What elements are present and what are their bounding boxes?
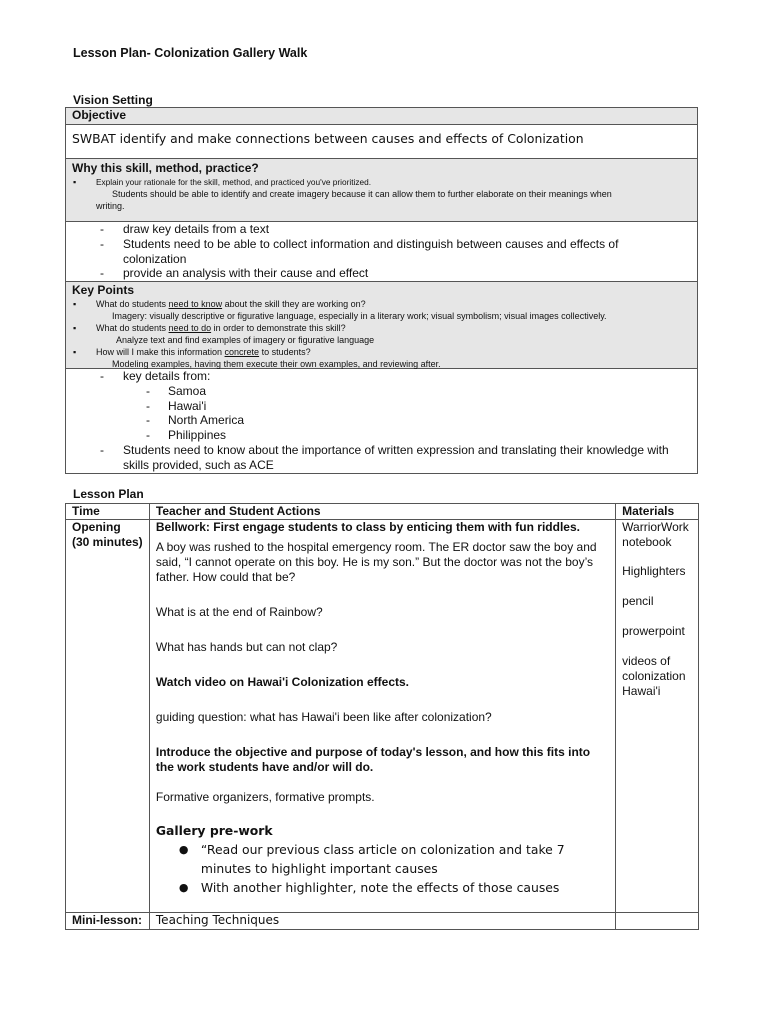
why-item: - provide an analysis with their cause and effect: [100, 266, 369, 281]
minilesson-materials-cell: [616, 913, 699, 930]
opening-actions-cell: [149, 520, 615, 913]
opening-time-cell: [66, 520, 150, 913]
header-actions: Teacher and Student Actions: [149, 504, 615, 520]
place-item: - Samoa: [146, 383, 207, 398]
key-answer-1: Imagery: visually descriptive or figurative language, especially in a literary work; visual symbolism; visual images collectively.: [112, 311, 607, 321]
place-item: - Philippines: [146, 428, 227, 443]
place-item: - North America: [146, 413, 245, 428]
introduce-objective: Introduce the objective and purpose of today's lesson, and how this fits into the work students have and/or will do.: [155, 745, 591, 774]
why-item: - Students need to be able to collect information and distinguish between causes and effects of: [100, 236, 619, 251]
minilesson-row: [66, 913, 699, 930]
material-powerpoint: prowerpoint: [622, 624, 685, 638]
bullet-icon: ▪: [73, 299, 77, 309]
gallery-item: ● “Read our previous class article on colonization and take 7 minutes to highlight important causes: [178, 842, 565, 876]
minilesson-time-cell: Mini-lesson:: [66, 913, 150, 930]
vision-setting-label: Vision Setting: [73, 93, 153, 107]
lesson-plan-label: Lesson Plan: [73, 487, 144, 501]
opening-label: Opening: [72, 520, 121, 534]
key-item: - key details from:: [100, 369, 211, 383]
gallery-item: ● With another highlighter, note the effects of those causes: [178, 880, 560, 895]
why-answer-line-2: writing.: [96, 201, 125, 211]
key-question-3: ▪ How will I make this information concrete to students?: [73, 347, 311, 357]
key-items: [66, 369, 697, 473]
video-instruction: Watch video on Hawai'i Colonization effects.: [155, 675, 409, 689]
minilesson-actions-cell: Teaching Techniques: [149, 913, 615, 930]
why-item: - draw key details from a text: [100, 222, 270, 236]
material-notebook: WarriorWork notebook: [622, 520, 689, 549]
formative-prompts: Formative organizers, formative prompts.: [155, 790, 375, 804]
why-prompt: ▪ Explain your rationale for the skill, method, and practiced you've prioritized.: [73, 177, 372, 187]
bellwork: Bellwork: First engage students to class by enticing them with fun riddles.: [155, 520, 580, 534]
key-points-section: [66, 282, 697, 369]
bullet-icon: ●: [178, 881, 189, 894]
key-points-header: Key Points: [72, 283, 135, 297]
why-header: Why this skill, method, practice?: [72, 161, 259, 175]
bullet-icon: ▪: [73, 177, 77, 187]
riddle-2: What is at the end of Rainbow?: [155, 605, 323, 619]
opening-materials-cell: [616, 520, 699, 913]
why-items: [66, 222, 697, 282]
header-time: Time: [66, 504, 150, 520]
riddle-3: What has hands but can not clap?: [155, 640, 338, 654]
material-highlighters: Highlighters: [622, 564, 686, 578]
header-materials: Materials: [616, 504, 699, 520]
objective-header: Objective: [66, 108, 697, 125]
place-item: - Hawai'i: [146, 398, 207, 413]
key-question-2: ▪ What do students need to do in order to demonstrate this skill?: [73, 323, 346, 333]
why-section: [66, 159, 697, 222]
material-videos: videos of colonization Hawai'i: [622, 654, 686, 698]
key-item-continued: skills provided, such as ACE: [123, 457, 274, 472]
vision-table: [65, 107, 698, 474]
riddle-1: A boy was rushed to the hospital emergency room. The ER doctor saw the boy and said, “I cannot operate on this boy. He is my son.” But the doctor was not the boy’s father. How could that be?: [155, 540, 597, 584]
why-item-continued: colonization: [123, 251, 187, 266]
opening-row: [66, 520, 699, 913]
lesson-plan-table: [65, 503, 699, 930]
material-pencil: pencil: [622, 594, 654, 608]
objective-text: SWBAT identify and make connections between causes and effects of Colonization: [66, 125, 697, 159]
guiding-question: guiding question: what has Hawai'i been like after colonization?: [155, 710, 492, 724]
bullet-icon: ▪: [73, 323, 77, 333]
bullet-icon: ▪: [73, 347, 77, 357]
key-question-1: ▪ What do students need to know about the skill they are working on?: [73, 299, 366, 309]
key-item: - Students need to know about the importance of written expression and translating their knowledge with: [100, 442, 669, 457]
gallery-prework-heading: Gallery pre-work: [155, 823, 273, 838]
lesson-header-row: [66, 504, 699, 520]
page-title: Lesson Plan- Colonization Gallery Walk: [73, 46, 308, 60]
why-answer-line-1: Students should be able to identify and create imagery because it can allow them to further elaborate on their meanings when: [112, 189, 612, 199]
key-answer-3: Modeling examples, having them execute their own examples, and reviewing after.: [112, 359, 441, 369]
key-answer-2: Analyze text and find examples of imagery or figurative language: [116, 335, 375, 345]
opening-duration: (30 minutes): [72, 535, 143, 549]
bullet-icon: ●: [178, 843, 189, 856]
